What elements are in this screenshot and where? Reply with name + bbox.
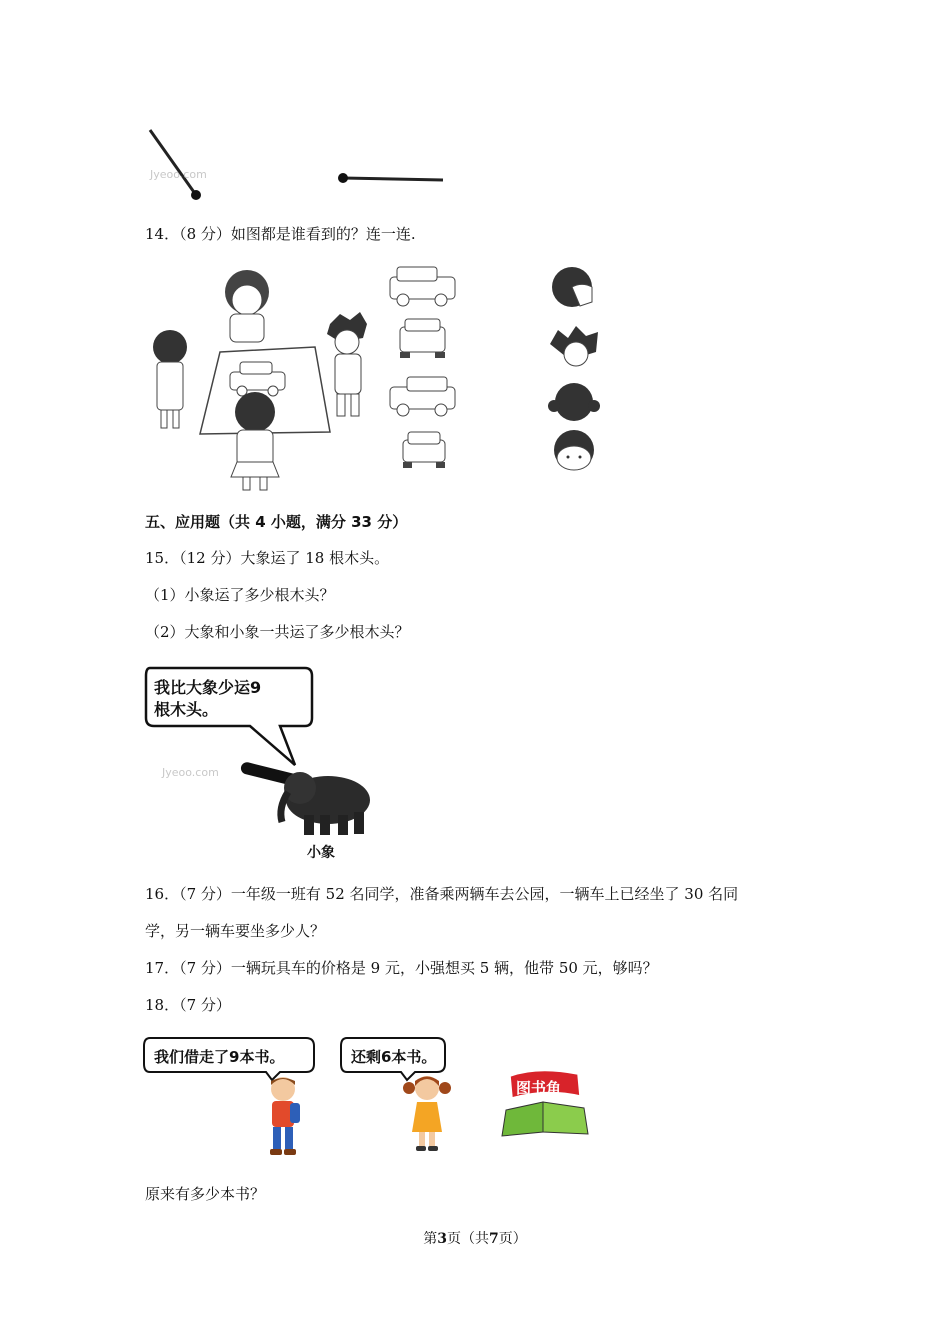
footer-pre: 第: [423, 1231, 438, 1247]
head-boy-back: [552, 267, 592, 307]
q18-girl-illustration: [398, 1072, 456, 1154]
q15-caption: 小象: [307, 845, 335, 861]
q18-girl-speech: 还剩6本书。: [351, 1048, 437, 1066]
q18-sign-text: 图书角: [516, 1079, 562, 1097]
q15-watermark: Jyeoo.com: [162, 766, 219, 779]
q16-line1: 16．（7 分）一年级一班有 52 名同学，准备乘两辆车去公园，一辆车上已经坐了 30 名同: [145, 885, 739, 903]
car-side-view-2: [390, 377, 455, 416]
horizontal-hand: [343, 178, 443, 180]
footer-page-number: 3: [437, 1231, 447, 1247]
q15-prompt: 15．（12 分）大象运了 18 根木头。: [145, 549, 390, 567]
q18-prompt: 18．（7 分）: [145, 996, 231, 1014]
q14-heads: [540, 262, 610, 477]
q17-prompt: 17．（7 分）一辆玩具车的价格是 9 元，小强想买 5 辆，他带 50 元，够吗？: [145, 959, 658, 977]
q16-line2: 学，另一辆车要坐多少人？: [145, 922, 326, 940]
slanted-hand: [150, 130, 196, 195]
footer-post: 页）: [498, 1231, 527, 1247]
q15-elephant-illustration: [238, 760, 378, 838]
q15-sub2: （2）大象和小象一共运了多少根木头？: [145, 623, 410, 641]
head-girl-back: [548, 383, 600, 421]
q15-speech-line2: 根木头。: [154, 700, 219, 719]
girl-front: [231, 392, 279, 490]
horizontal-hand-pivot: [338, 173, 348, 183]
section5-heading: 五、应用题（共 4 小题，满分 33 分）: [145, 513, 408, 531]
q14-prompt: 14．（8 分）如图都是谁看到的？连一连.: [145, 225, 416, 243]
footer-mid: 页（共: [447, 1231, 489, 1247]
page-footer: [0, 1228, 950, 1248]
q13-line-figures: [140, 120, 460, 210]
q18-boy-illustration: [258, 1075, 308, 1160]
q13-watermark: Jyeoo.com: [150, 168, 207, 181]
q15-speech-line1: 我比大象少运9: [154, 678, 262, 697]
footer-total-pages: 7: [489, 1231, 499, 1247]
q15-sub1: （1）小象运了多少根木头？: [145, 586, 335, 604]
car-rear-view: [400, 319, 445, 358]
q14-car-views: [385, 262, 465, 472]
boy-top: [225, 270, 269, 342]
q18-library-sign: [498, 1066, 593, 1138]
slanted-hand-pivot: [191, 190, 201, 200]
car-side-view-1: [390, 267, 455, 306]
head-boy-face: [554, 430, 594, 470]
boy-right: [327, 312, 367, 416]
q18-boy-speech: 我们借走了9本书。: [154, 1048, 285, 1066]
q18-question: 原来有多少本书？: [145, 1185, 266, 1203]
car-front-view: [403, 432, 445, 468]
head-spiky-boy: [550, 326, 598, 366]
q14-scene-illustration: [145, 262, 375, 492]
girl-left: [153, 330, 187, 428]
